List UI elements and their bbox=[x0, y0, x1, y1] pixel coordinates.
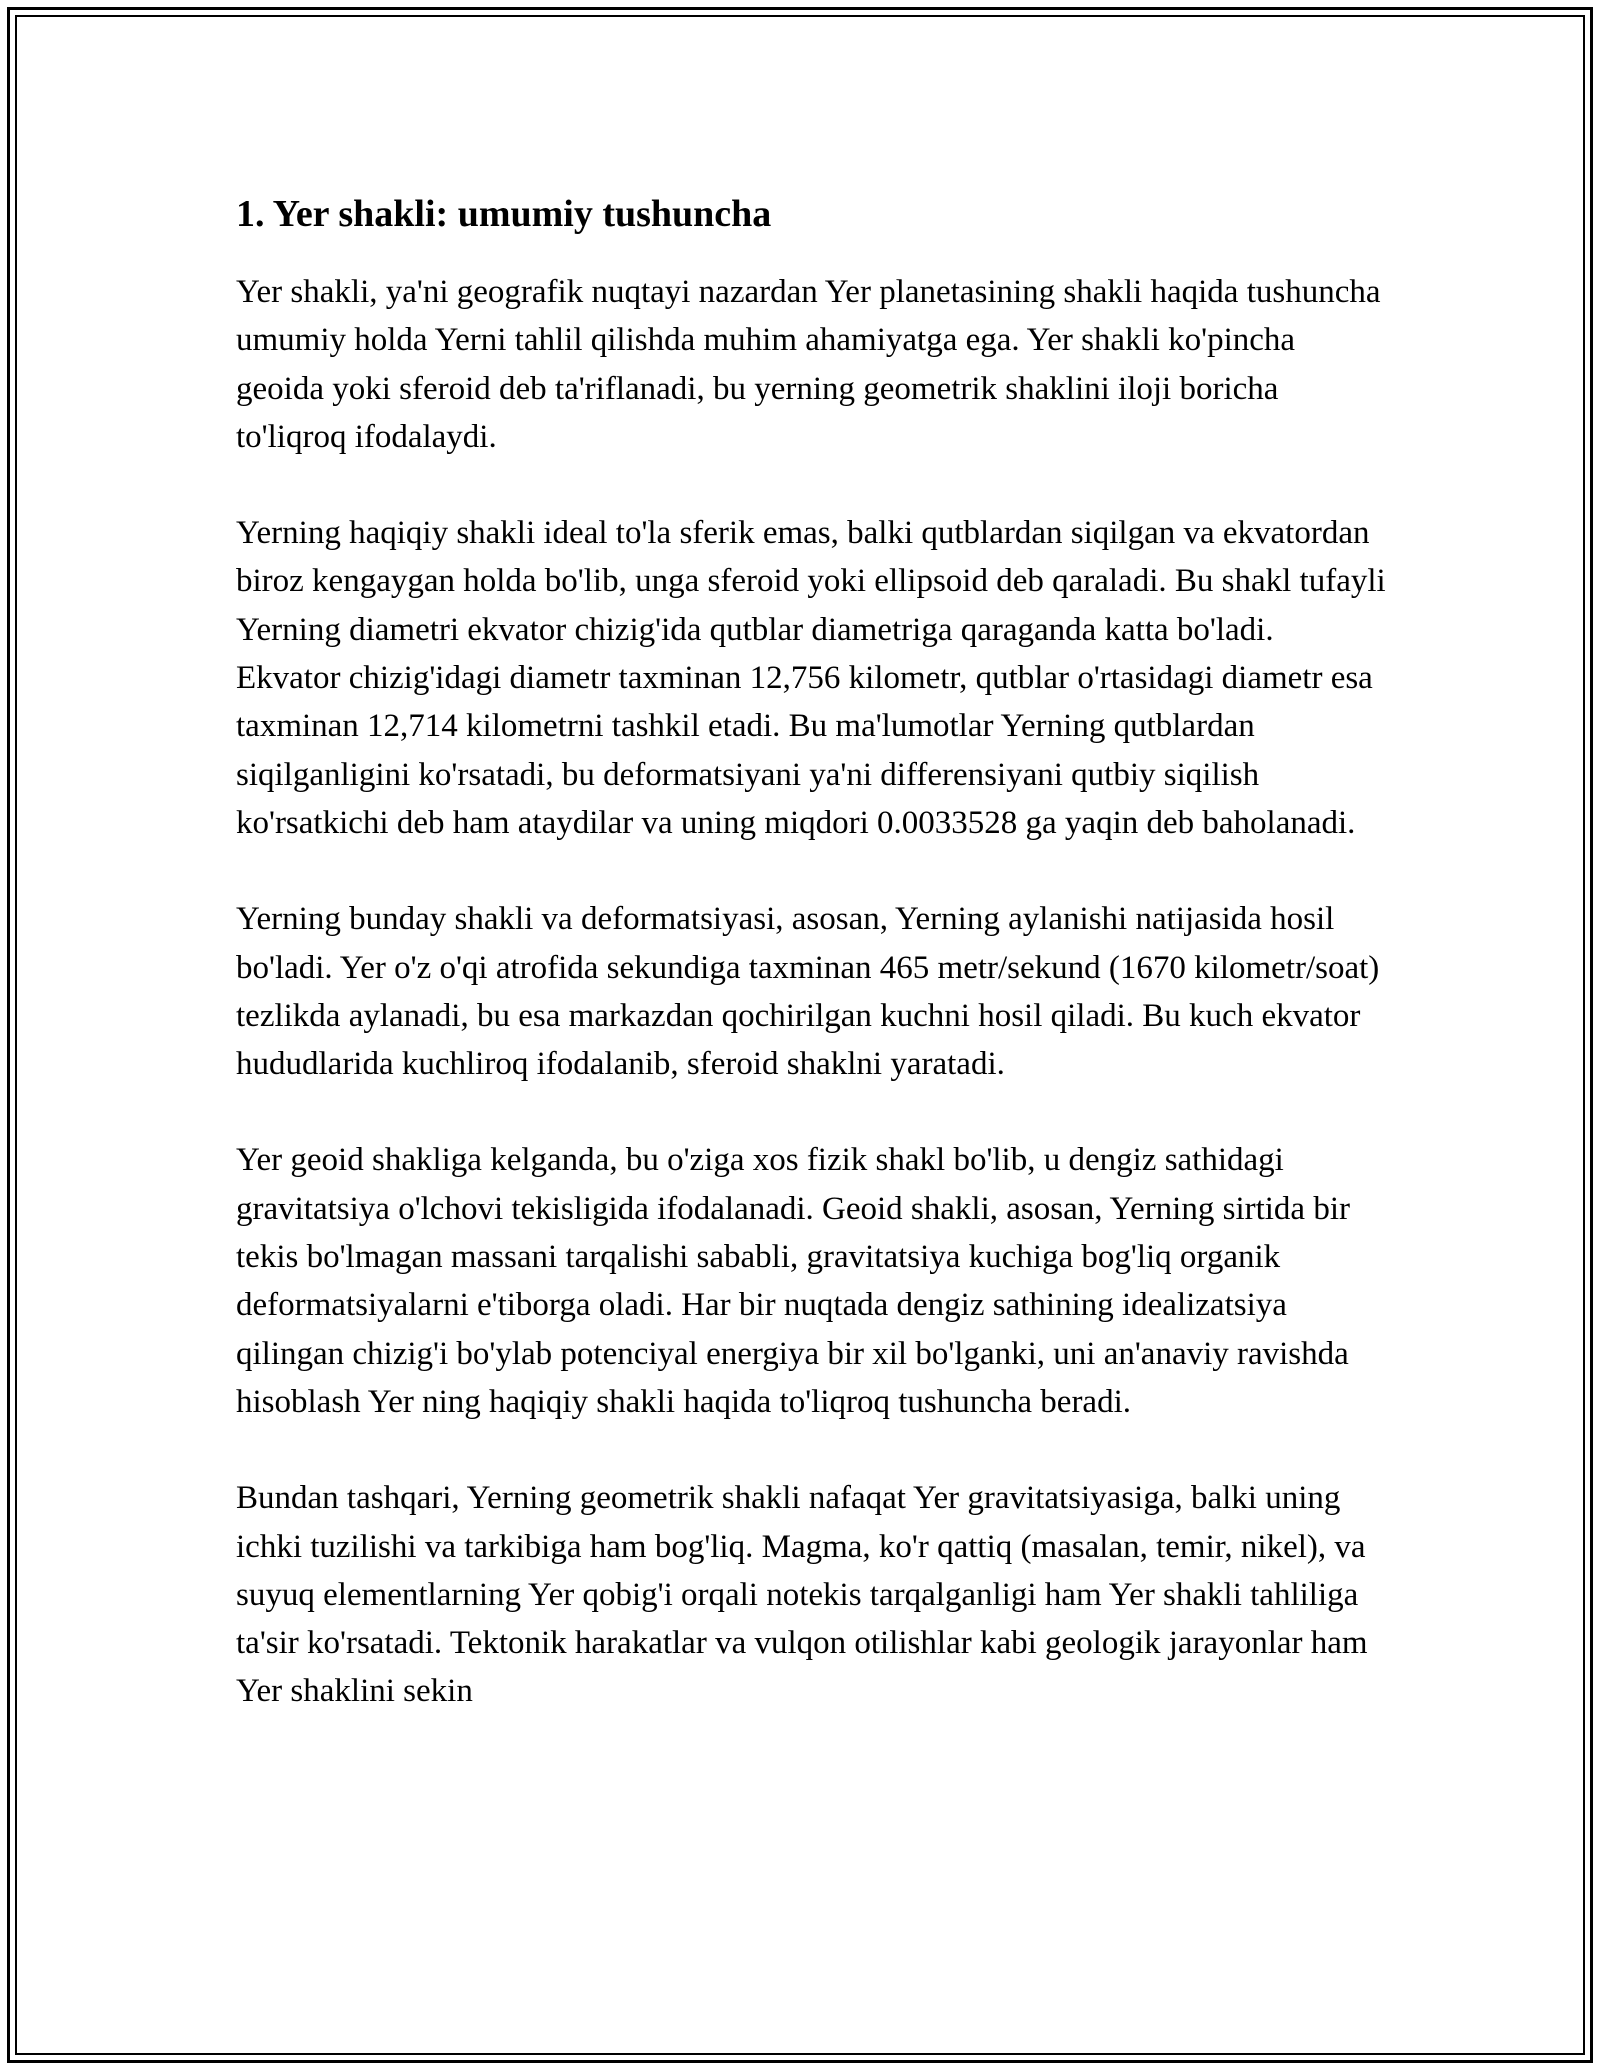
section-heading: 1. Yer shakli: umumiy tushuncha bbox=[236, 193, 772, 235]
paragraph-4: Yer geoid shakliga kelganda, bu o'ziga xos fizik shakl bo'lib, u dengiz sathidagi gravitatsiya o'lchovi tekisligida ifodalanadi. Geoid shakli, asosan, Yerning sirtida bir tekis bo'lmagan massani tarqalishi sababli, gravitatsiya kuchiga bog'liq organik deformatsiyalarni e'tiborga oladi. Har bir nuqtada dengiz sathining idealizatsiya qilingan chizig'i bo'ylab potenciyal energiya bir xil bo'lganki, uni an'anaviy ravishda hisoblash Yer ning haqiqiy shakli haqida to'liqroq tushuncha beradi. bbox=[236, 1142, 1350, 1420]
paragraph-2: Yerning haqiqiy shakli ideal to'la sferik emas, balki qutblardan siqilgan va ekvatordan biroz kengaygan holda bo'lib, unga sferoid yoki ellipsoid deb qaraladi. Bu shakl tufayli Yerning diametri ekvator chizig'ida qutblar diametriga qaraganda katta bo'ladi. Ekvator chizig'idagi diametr taxminan 12,756 kilometr, qutblar o'rtasidagi diametr esa taxminan 12,714 kilometrni tashkil etadi. Bu ma'lumotlar Yerning qutblardan siqilganligini ko'rsatadi, bu deformatsiyani ya'ni differensiyani qutbiy siqilish ko'rsatkichi deb ham ataydilar va uning miqdori 0.0033528 ga yaqin deb baholanadi. bbox=[236, 515, 1386, 841]
paragraph-5: Bundan tashqari, Yerning geometrik shakli nafaqat Yer gravitatsiyasiga, balki uning ichki tuzilishi va tarkibiga ham bog'liq. Magma, ko'r qattiq (masalan, temir, nikel), va suyuq elementlarning Yer qobig'i orqali notekis tarqalganligi ham Yer shakli tahliliga ta'sir ko'rsatadi. Tektonik harakatlar va vulqon otilishlar kabi geologik jarayonlar ham Yer shaklini sekin bbox=[236, 1480, 1368, 1710]
paragraph-1: Yer shakli, ya'ni geografik nuqtayi nazardan Yer planetasining shakli haqida tushuncha umumiy holda Yerni tahlil qilishda muhim ahamiyatga ega. Yer shakli ko'pincha geoida yoki sferoid deb ta'riflanadi, bu yerning geometrik shaklini iloji boricha to'liqroq ifodalaydi. bbox=[236, 274, 1381, 455]
paragraph-3: Yerning bunday shakli va deformatsiyasi, asosan, Yerning aylanishi natijasida hosil bo'ladi. Yer o'z o'qi atrofida sekundiga taxminan 465 metr/sekund (1670 kilometr/soat) tezlikda aylanadi, bu esa markazdan qochirilgan kuchni hosil qiladi. Bu kuch ekvator hududlarida kuchliroq ifodalanib, sferoid shaklni yaratadi. bbox=[236, 901, 1380, 1083]
document-body bbox=[236, 186, 1386, 1764]
